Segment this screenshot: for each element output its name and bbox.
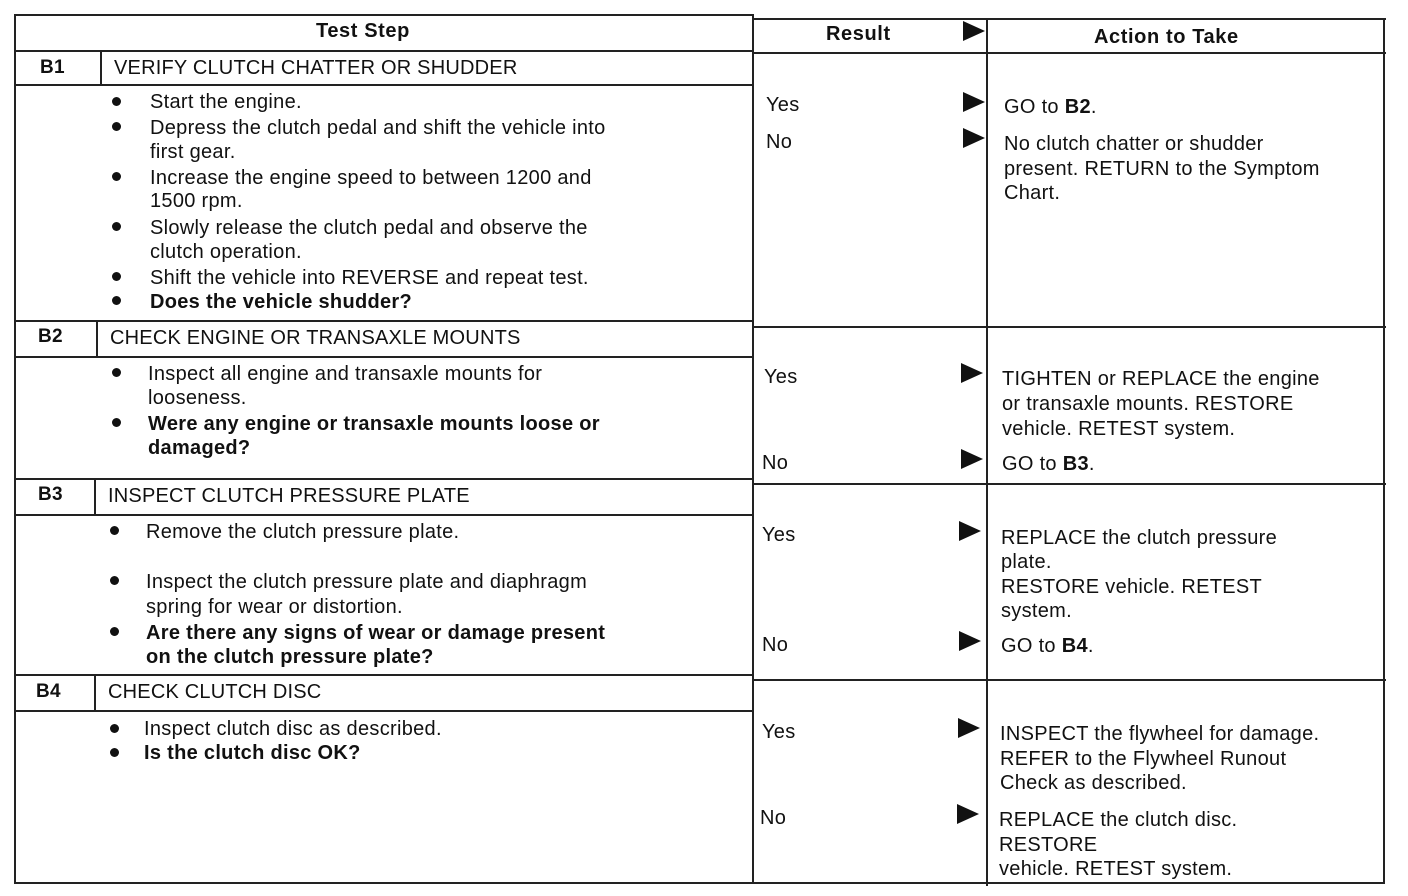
step-id: B3 (38, 484, 63, 505)
step-id: B1 (40, 57, 65, 78)
action-text: vehicle. RETEST system. (999, 858, 1233, 880)
action-text: GO to B3. (1002, 453, 1095, 475)
instruction-line: Depress the clutch pedal and shift the vehicle into (150, 117, 606, 139)
column-divider-result (752, 14, 754, 884)
step-title: CHECK CLUTCH DISC (108, 681, 322, 703)
step-id-divider (96, 320, 98, 356)
action-text: REPLACE the clutch disc. (999, 809, 1238, 831)
result-yes: Yes (764, 366, 798, 388)
bullet-icon (112, 97, 121, 106)
row-divider (14, 320, 754, 322)
action-text: or transaxle mounts. RESTORE (1002, 393, 1294, 415)
right-arrow-icon (962, 20, 986, 42)
right-arrow-icon (957, 717, 981, 739)
question-line: damaged? (148, 437, 251, 459)
step-id-divider (100, 50, 102, 84)
instruction-line: Slowly release the clutch pedal and observe the (150, 217, 588, 239)
instruction-line: Increase the engine speed to between 1200 and (150, 167, 592, 189)
step-title-underline (14, 84, 754, 86)
bullet-icon (110, 748, 119, 757)
bullet-icon (110, 627, 119, 636)
header-result: Result (826, 23, 891, 45)
action-text: plate. (1001, 551, 1052, 573)
bullet-icon (110, 576, 119, 585)
header-divider-right (754, 52, 1386, 54)
result-yes: Yes (762, 721, 796, 743)
question-line: Does the vehicle shudder? (150, 291, 413, 313)
right-arrow-icon (958, 520, 982, 542)
instruction-line: Inspect all engine and transaxle mounts for (148, 363, 543, 385)
instruction-line: clutch operation. (150, 241, 302, 263)
bullet-icon (112, 418, 121, 427)
bullet-icon (112, 122, 121, 131)
right-arrow-icon (962, 91, 986, 113)
row-divider (14, 674, 754, 676)
row-divider (14, 478, 754, 480)
table-bottom-border (14, 882, 1385, 884)
result-no: No (766, 131, 793, 153)
instruction-line: first gear. (150, 141, 236, 163)
instruction-line: Remove the clutch pressure plate. (146, 521, 460, 543)
header-test-step: Test Step (316, 20, 410, 42)
step-id: B4 (36, 681, 61, 702)
instruction-line: Start the engine. (150, 91, 302, 113)
step-title: INSPECT CLUTCH PRESSURE PLATE (108, 485, 470, 507)
result-no: No (760, 807, 787, 829)
question-line: on the clutch pressure plate? (146, 646, 434, 668)
action-text: RESTORE (999, 834, 1098, 856)
action-text: system. (1001, 600, 1072, 622)
instruction-line: looseness. (148, 387, 247, 409)
bullet-icon (110, 526, 119, 535)
bullet-icon (112, 296, 121, 305)
bullet-icon (112, 272, 121, 281)
step-title-underline (14, 514, 754, 516)
action-text: Check as described. (1000, 772, 1187, 794)
step-title-underline (14, 710, 754, 712)
step-id-divider (94, 674, 96, 710)
instruction-line: Shift the vehicle into REVERSE and repeat test. (150, 267, 589, 289)
right-arrow-icon (956, 803, 980, 825)
action-text: present. RETURN to the Symptom (1004, 158, 1320, 180)
table-left-border (14, 14, 16, 882)
right-arrow-icon (962, 127, 986, 149)
instruction-line: Inspect clutch disc as described. (144, 718, 442, 740)
action-text: TIGHTEN or REPLACE the engine (1002, 368, 1320, 390)
action-text: REFER to the Flywheel Runout (1000, 748, 1287, 770)
result-yes: Yes (766, 94, 800, 116)
row-divider (754, 679, 1386, 681)
step-id: B2 (38, 326, 63, 347)
action-text: INSPECT the flywheel for damage. (1000, 723, 1320, 745)
action-text: No clutch chatter or shudder (1004, 133, 1264, 155)
table-top-border-right (754, 18, 1386, 20)
bullet-icon (112, 368, 121, 377)
step-title-underline (14, 356, 754, 358)
action-text: vehicle. RETEST system. (1002, 418, 1236, 440)
instruction-line: Inspect the clutch pressure plate and diaphragm (146, 571, 588, 593)
bullet-icon (112, 172, 121, 181)
question-line: Were any engine or transaxle mounts loose or (148, 413, 600, 435)
step-title: CHECK ENGINE OR TRANSAXLE MOUNTS (110, 327, 521, 349)
question-line: Is the clutch disc OK? (144, 742, 361, 764)
action-text: GO to B4. (1001, 635, 1094, 657)
action-text: GO to B2. (1004, 96, 1097, 118)
row-divider (754, 326, 1386, 328)
right-arrow-icon (960, 362, 984, 384)
question-line: Are there any signs of wear or damage present (146, 622, 606, 644)
header-divider-left (14, 50, 754, 52)
result-no: No (762, 452, 789, 474)
header-action-to-take: Action to Take (1094, 26, 1239, 48)
table-right-border (1383, 18, 1385, 884)
table-top-border (14, 14, 754, 16)
step-id-divider (94, 478, 96, 514)
bullet-icon (112, 222, 121, 231)
row-divider (754, 483, 1386, 485)
column-divider-action (986, 18, 988, 886)
instruction-line: 1500 rpm. (150, 190, 243, 212)
right-arrow-icon (958, 630, 982, 652)
right-arrow-icon (960, 448, 984, 470)
action-text: RESTORE vehicle. RETEST (1001, 576, 1263, 598)
action-text: Chart. (1004, 182, 1061, 204)
step-title: VERIFY CLUTCH CHATTER OR SHUDDER (114, 57, 518, 79)
result-no: No (762, 634, 789, 656)
result-yes: Yes (762, 524, 796, 546)
bullet-icon (110, 724, 119, 733)
action-text: REPLACE the clutch pressure (1001, 527, 1278, 549)
instruction-line: spring for wear or distortion. (146, 596, 403, 618)
